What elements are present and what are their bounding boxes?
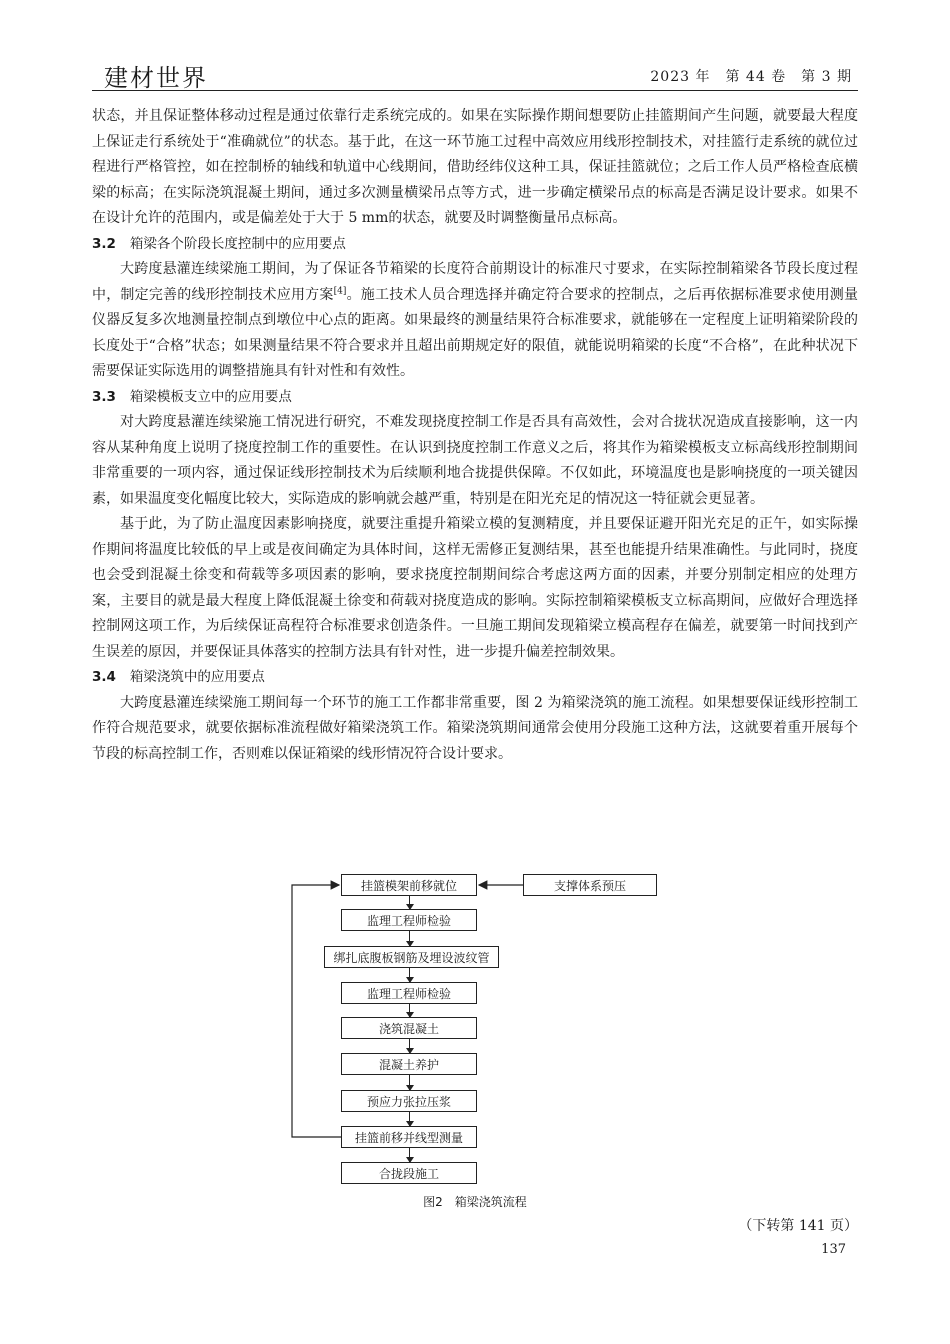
section-title: 箱梁模板支立中的应用要点: [129, 388, 292, 405]
flow-step-3: 绑扎底腹板钢筋及埋设波纹管: [324, 946, 499, 968]
flow-arrow: [409, 1039, 410, 1053]
flow-step-1: 挂篮模架前移就位: [341, 874, 477, 896]
flow-arrow: [409, 1075, 410, 1090]
figure-caption: 图2 箱梁浇筑流程: [423, 1195, 527, 1209]
flow-arrow: [409, 1112, 410, 1126]
flow-arrow: [409, 1004, 410, 1017]
loop-back-arrow: [292, 885, 341, 1137]
section-number: 3.3: [92, 388, 116, 405]
article-body: [92, 104, 858, 767]
journal-title: 建材世界: [104, 64, 208, 92]
section-number: 3.4: [92, 669, 116, 685]
section-3-3-heading: [92, 385, 858, 411]
paragraph-3-3-a: 对大跨度悬灌连续梁施工情况进行研究，不难发现挠度控制工作是否具有高效性，会对合拢状况造成直接影响，这一内容从某种角度上说明了挠度控制工作的重要性。在认识到挠度控制工作意义之后，将其作为箱梁模板支立标高线形控制期间非常重要的一项内容，通过保证线形控制技术为后续顺利地合拢提供保障。不仅如此，环境温度也是影响挠度的一项关键因素，如果温度变化幅度比较大，实际造成的影响就会越严重，特别是在阳光充足的情况这一特征就会更显著。: [92, 414, 858, 507]
section-number: 3.2: [92, 235, 116, 252]
page-header: [92, 58, 858, 91]
flow-step-9: 合拢段施工: [341, 1162, 477, 1184]
paragraph-continued: 状态，并且保证整体移动过程是通过依靠行走系统完成的。如果在实际操作期间想要防止挂篮期间产生问题，就要最大程度上保证走行系统处于“准确就位”的状态。基于此，在这一环节施工过程中高效应用线形控制技术，对挂篮行走系统的就位过程进行严格管控，如在控制桥的轴线和轨道中心线期间，借助经纬仪这种工具，保证挂篮就位；之后工作人员严格检查底横梁的标高；在实际浇筑混凝土期间，通过多次测量横梁吊点等方式，进一步确定横梁吊点的标高是否满足设计要求。如果不在设计允许的范围内，或是偏差处于大于 5 mm的状态，就要及时调整衡量吊点标高。: [92, 108, 858, 226]
paragraph-text: 。施工技术人员合理选择并确定符合要求的控制点，之后再依据标准要求使用测量仪器反复多次地测量控制点到墩位中心点的距离。如果最终的测量结果符合标准要求，就能够在一定程度上证明箱梁阶段的长度处于“合格”状态；如果测量结果不符合要求并且超出前期规定好的限值，就能说明箱梁的长度“不合格”，在此种状况下需要保证实际选用的调整措施具有针对性和有效性。: [92, 286, 858, 379]
section-3-2-heading: [92, 232, 858, 258]
flow-arrow: [409, 968, 410, 982]
flow-arrow: [409, 896, 410, 909]
paragraph-3-3-b: 基于此，为了防止温度因素影响挠度，就要注重提升箱梁立模的复测精度，并且要保证避开阳光充足的正午，如实际操作期间将温度比较低的早上或是夜间确定为具体时间，这样无需修正复测结果，甚至也能提升结果准确性。与此同时，挠度也会受到混凝土徐变和荷载等多项因素的影响，要求挠度控制期间综合考虑这两方面的因素，并要分别制定相应的处理方案，主要目的就是最大程度上降低混凝土徐变和荷载对挠度造成的影响。实际控制箱梁模板支立标高期间，应做好合理选择控制网这项工作，为后续保证高程符合标准要求创造条件。一旦施工期间发现箱梁立模高程存在偏差，就要第一时间找到产生误差的原因，并要保证具体落实的控制方法具有针对性，进一步提升偏差控制效果。: [92, 516, 858, 660]
paragraph-text: 大跨度悬灌连续梁施工期间，为了保证各节箱梁的长度符合前期设计的标准尺寸要求，在实际控制箱梁各节段长度过程中，制定完善的线形控制技术应用方案: [92, 261, 858, 303]
paragraph-3-4: 大跨度悬灌连续梁施工期间每一个环节的施工工作都非常重要，图 2 为箱梁浇筑的施工流程。如果想要保证线形控制工作符合规范要求，就要依据标准流程做好箱梁浇筑工作。箱梁浇筑期间通常会使用分段施工这种方法，这就要着重开展每个节段的标高控制工作，否则难以保证箱梁的线形情况符合设计要求。: [92, 694, 858, 762]
section-title: 箱梁各个阶段长度控制中的应用要点: [129, 235, 346, 252]
flow-step-5: 浇筑混凝土: [341, 1017, 477, 1039]
citation-ref[interactable]: [4]: [333, 285, 347, 296]
issue-info: 2023 年 第 44 卷 第 3 期: [650, 69, 852, 85]
flow-step-8: 挂篮前移并线型测量: [341, 1126, 477, 1148]
section-3-4-heading: [92, 665, 858, 691]
flow-arrow: [409, 931, 410, 946]
section-title: 箱梁浇筑中的应用要点: [129, 669, 265, 685]
flow-arrow: [409, 1148, 410, 1162]
paragraph-3-2: [92, 257, 858, 385]
flow-step-4: 监理工程师检验: [341, 982, 477, 1004]
flow-step-2: 监理工程师检验: [341, 909, 477, 931]
flow-step-6: 混凝土养护: [341, 1053, 477, 1075]
page-number: 137: [821, 1242, 846, 1257]
flow-side-step: 支撑体系预压: [523, 874, 657, 896]
continued-note: （下转第 141 页）: [738, 1218, 858, 1234]
flow-step-7: 预应力张拉压浆: [341, 1090, 477, 1112]
